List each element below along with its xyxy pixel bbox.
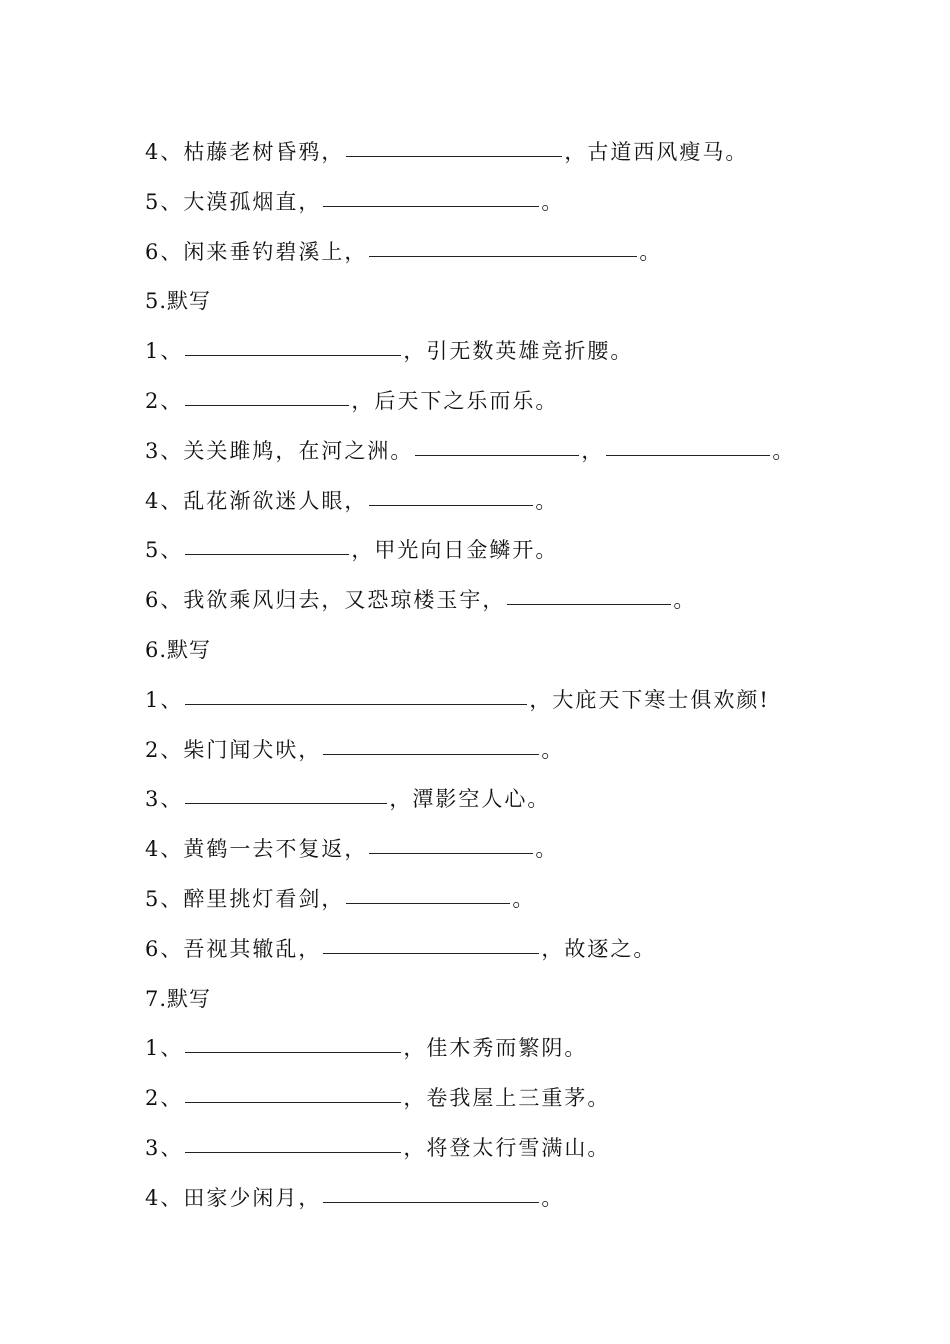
answer-blank bbox=[185, 1051, 401, 1053]
answer-blank bbox=[185, 354, 401, 356]
question-text: 1、 bbox=[145, 687, 184, 712]
question-text: 1、 bbox=[145, 1036, 184, 1061]
question-line bbox=[145, 477, 925, 527]
question-text: 2、 bbox=[145, 1086, 184, 1111]
question-text: ， bbox=[581, 438, 605, 463]
question-text: ，将登太行雪满山。 bbox=[403, 1135, 611, 1160]
question-text: ，潭影空人心。 bbox=[389, 787, 551, 812]
question-line bbox=[145, 128, 925, 178]
answer-blank bbox=[185, 802, 387, 804]
answer-blank bbox=[346, 902, 510, 904]
question-text: 3、关关雎鸠，在河之洲。 bbox=[145, 438, 414, 463]
question-text: 3、 bbox=[145, 1135, 184, 1160]
question-text: 4、黄鹤一去不复返， bbox=[145, 837, 368, 862]
answer-blank bbox=[185, 1151, 401, 1153]
question-text: 。 bbox=[673, 588, 697, 613]
question-text: 5、醉里挑灯看剑， bbox=[145, 886, 345, 911]
question-line bbox=[145, 825, 925, 875]
question-text: 。 bbox=[639, 239, 663, 264]
question-line bbox=[145, 875, 925, 925]
answer-blank bbox=[323, 205, 539, 207]
question-text: 。 bbox=[512, 886, 536, 911]
question-text: 2、 bbox=[145, 388, 184, 413]
question-text: 。 bbox=[541, 1185, 565, 1210]
answer-blank bbox=[346, 155, 562, 157]
document-page bbox=[145, 128, 925, 1224]
question-text: 。 bbox=[535, 488, 559, 513]
section-heading bbox=[145, 626, 925, 676]
answer-blank bbox=[415, 454, 579, 456]
question-text: 。 bbox=[541, 737, 565, 762]
section-heading bbox=[145, 975, 925, 1025]
question-line bbox=[145, 576, 925, 626]
question-text: ，佳木秀而繁阴。 bbox=[403, 1036, 588, 1061]
section-heading bbox=[145, 277, 925, 327]
question-line bbox=[145, 676, 925, 726]
question-text: ，大庇天下寒士俱欢颜! bbox=[529, 687, 770, 712]
answer-blank bbox=[606, 454, 770, 456]
question-text: 。 bbox=[772, 438, 796, 463]
answer-blank bbox=[185, 703, 527, 705]
question-line bbox=[145, 775, 925, 825]
question-text: 6.默写 bbox=[145, 637, 212, 662]
question-text: 5、大漠孤烟直， bbox=[145, 189, 322, 214]
question-text: 1、 bbox=[145, 339, 184, 364]
answer-blank bbox=[323, 952, 539, 954]
question-text: 3、 bbox=[145, 787, 184, 812]
question-line bbox=[145, 925, 925, 975]
answer-blank bbox=[369, 504, 533, 506]
question-text: 7.默写 bbox=[145, 986, 212, 1011]
question-text: 6、闲来垂钓碧溪上， bbox=[145, 239, 368, 264]
answer-blank bbox=[185, 553, 349, 555]
answer-blank bbox=[323, 1201, 539, 1203]
answer-blank bbox=[185, 404, 349, 406]
question-line bbox=[145, 1124, 925, 1174]
question-line bbox=[145, 327, 925, 377]
answer-blank bbox=[323, 753, 539, 755]
question-line bbox=[145, 1174, 925, 1224]
question-line bbox=[145, 726, 925, 776]
question-line bbox=[145, 1024, 925, 1074]
question-text: ，古道西风瘦马。 bbox=[564, 140, 749, 164]
question-text: 4、田家少闲月， bbox=[145, 1185, 322, 1210]
question-text: ，卷我屋上三重茅。 bbox=[403, 1086, 611, 1111]
answer-blank bbox=[507, 603, 671, 605]
question-text: 5、 bbox=[145, 538, 184, 563]
answer-blank bbox=[369, 852, 533, 854]
question-text: 2、柴门闻犬吠， bbox=[145, 737, 322, 762]
question-text: 6、吾视其辙乱， bbox=[145, 936, 322, 961]
question-line bbox=[145, 427, 925, 477]
answer-blank bbox=[369, 255, 637, 257]
question-line bbox=[145, 377, 925, 427]
question-line bbox=[145, 526, 925, 576]
question-line bbox=[145, 1074, 925, 1124]
question-text: 6、我欲乘风归去，又恐琼楼玉宇， bbox=[145, 588, 506, 613]
question-text: 4、枯藤老树昏鸦， bbox=[145, 140, 345, 164]
answer-blank bbox=[185, 1101, 401, 1103]
question-text: ，后天下之乐而乐。 bbox=[351, 388, 559, 413]
question-text: 5.默写 bbox=[145, 289, 212, 314]
question-text: ，引无数英雄竞折腰。 bbox=[403, 339, 634, 364]
question-line bbox=[145, 178, 925, 228]
question-text: ，甲光向日金鳞开。 bbox=[351, 538, 559, 563]
question-line bbox=[145, 228, 925, 278]
question-text: 4、乱花渐欲迷人眼， bbox=[145, 488, 368, 513]
question-text: ，故逐之。 bbox=[541, 936, 657, 961]
question-text: 。 bbox=[535, 837, 559, 862]
question-text: 。 bbox=[541, 189, 565, 214]
